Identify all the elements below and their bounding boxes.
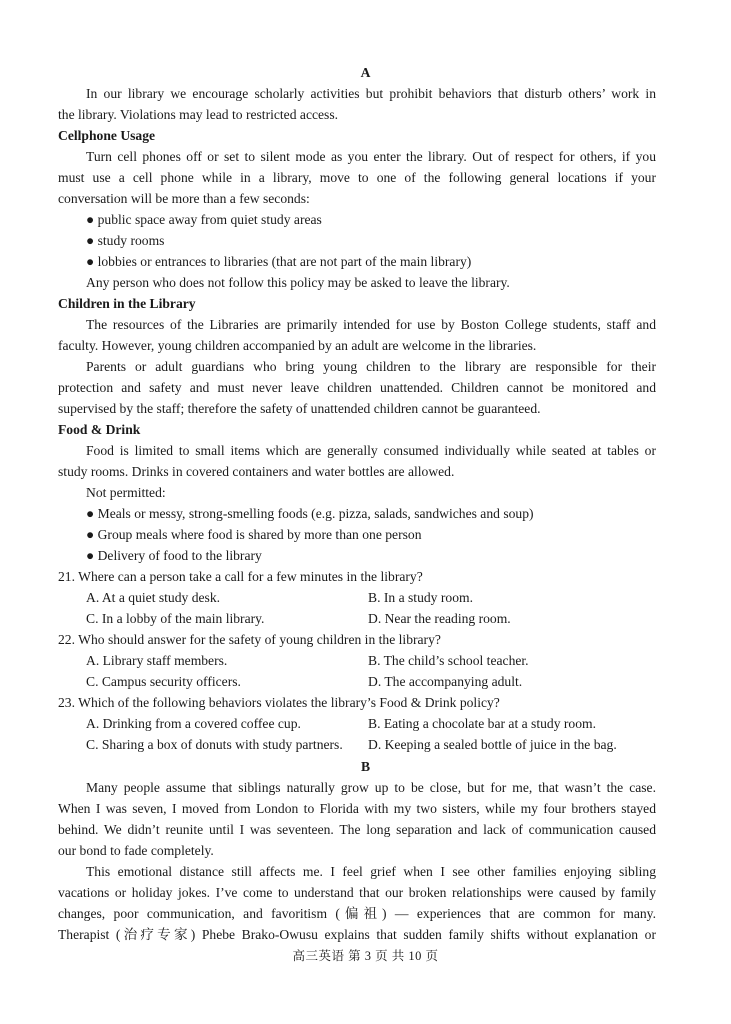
food-not-permitted: Not permitted: xyxy=(86,485,166,500)
children-para2-line-3: supervised by the staff; therefore the safety of unattended children cannot be guaranteed. xyxy=(58,401,541,416)
children-para2-line-1: Parents or adult guardians who bring young children to the library are responsible for their xyxy=(86,359,656,374)
passage-b-para2-line-1: This emotional distance still affects me. I feel grief when I see other families enjoying sibling xyxy=(86,864,656,879)
question-21-stem: 21. Where can a person take a call for a few minutes in the library? xyxy=(58,569,423,584)
question-23-option-c: C. Sharing a box of donuts with study partners. xyxy=(86,737,343,752)
question-21-option-b: B. In a study room. xyxy=(368,590,473,605)
food-heading: Food & Drink xyxy=(58,422,141,437)
cellphone-bullet-2: ● study rooms xyxy=(86,233,165,248)
question-21-option-a: A. At a quiet study desk. xyxy=(86,590,221,605)
food-para-line-2: study rooms. Drinks in covered containers and water bottles are allowed. xyxy=(58,464,455,479)
passage-b-para2-line-4: Therapist (治疗专家) Phebe Brako-Owusu explains that sudden family shifts without explanation or xyxy=(58,927,656,942)
children-para1-line-1: The resources of the Libraries are primarily intended for use by Boston College students, staff and xyxy=(86,317,656,332)
food-bullet-2: ● Group meals where food is shared by more than one person xyxy=(86,527,422,542)
food-bullet-3: ● Delivery of food to the library xyxy=(86,548,262,563)
question-23-option-b: B. Eating a chocolate bar at a study room. xyxy=(368,716,597,731)
cellphone-para-line-1: Turn cell phones off or set to silent mode as you enter the library. Out of respect for others, if you xyxy=(86,149,656,164)
page-footer: 高三英语 第 3 页 共 10 页 xyxy=(292,949,439,963)
question-22-stem: 22. Who should answer for the safety of young children in the library? xyxy=(58,632,441,647)
intro-line-1: In our library we encourage scholarly activities but prohibit behaviors that disturb others’ work in xyxy=(86,86,656,101)
question-22-option-d: D. The accompanying adult. xyxy=(368,674,523,689)
cellphone-bullet-1: ● public space away from quiet study areas xyxy=(86,212,322,227)
children-para1-line-2: faculty. However, young children accompanied by an adult are welcome in the libraries. xyxy=(58,338,537,353)
passage-b-para1-line-4: our bond to fade completely. xyxy=(58,843,214,858)
passage-b-para1-line-3: behind. We didn’t reunite until I was seventeen. The long separation and lack of communication caused xyxy=(58,822,656,837)
question-22-option-c: C. Campus security officers. xyxy=(86,674,241,689)
cellphone-closing: Any person who does not follow this policy may be asked to leave the library. xyxy=(86,275,510,290)
question-22-option-a: A. Library staff members. xyxy=(86,653,228,668)
section-a-label: A xyxy=(360,65,371,80)
passage-b-para1-line-1: Many people assume that siblings naturally grow up to be close, but for me, that wasn’t the case. xyxy=(86,780,656,795)
passage-b-para2-line-2: vacations or holiday jokes. I’ve come to understand that our broken relationships were caused by family xyxy=(58,885,656,900)
intro-line-2: the library. Violations may lead to restricted access. xyxy=(58,107,339,122)
children-heading: Children in the Library xyxy=(58,296,196,311)
cellphone-para-line-2: must use a cell phone while in a library, move to one of the following general locations if your xyxy=(58,170,656,185)
question-21-option-c: C. In a lobby of the main library. xyxy=(86,611,265,626)
passage-b-para1-line-2: When I was seven, I moved from London to Florida with my two sisters, while my four brothers stayed xyxy=(58,801,656,816)
question-21-option-d: D. Near the reading room. xyxy=(368,611,511,626)
food-para-line-1: Food is limited to small items which are generally consumed individually while seated at tables or xyxy=(86,443,656,458)
section-b-label: B xyxy=(360,759,371,774)
question-23-stem: 23. Which of the following behaviors violates the library’s Food & Drink policy? xyxy=(58,695,500,710)
cellphone-para-line-3: conversation will be more than a few seconds: xyxy=(58,191,310,206)
question-23-option-d: D. Keeping a sealed bottle of juice in the bag. xyxy=(368,737,617,752)
question-23-option-a: A. Drinking from a covered coffee cup. xyxy=(86,716,301,731)
food-bullet-1: ● Meals or messy, strong-smelling foods (e.g. pizza, salads, sandwiches and soup) xyxy=(86,506,534,521)
question-22-option-b: B. The child’s school teacher. xyxy=(368,653,529,668)
children-para2-line-2: protection and safety and must never leave children unattended. Children cannot be monitored and xyxy=(58,380,656,395)
cellphone-bullet-3: ● lobbies or entrances to libraries (that are not part of the main library) xyxy=(86,254,472,269)
passage-b-para2-line-3: changes, poor communication, and favoritism (偏祖) — experiences that are common for many. xyxy=(58,906,656,921)
cellphone-heading: Cellphone Usage xyxy=(58,128,156,143)
